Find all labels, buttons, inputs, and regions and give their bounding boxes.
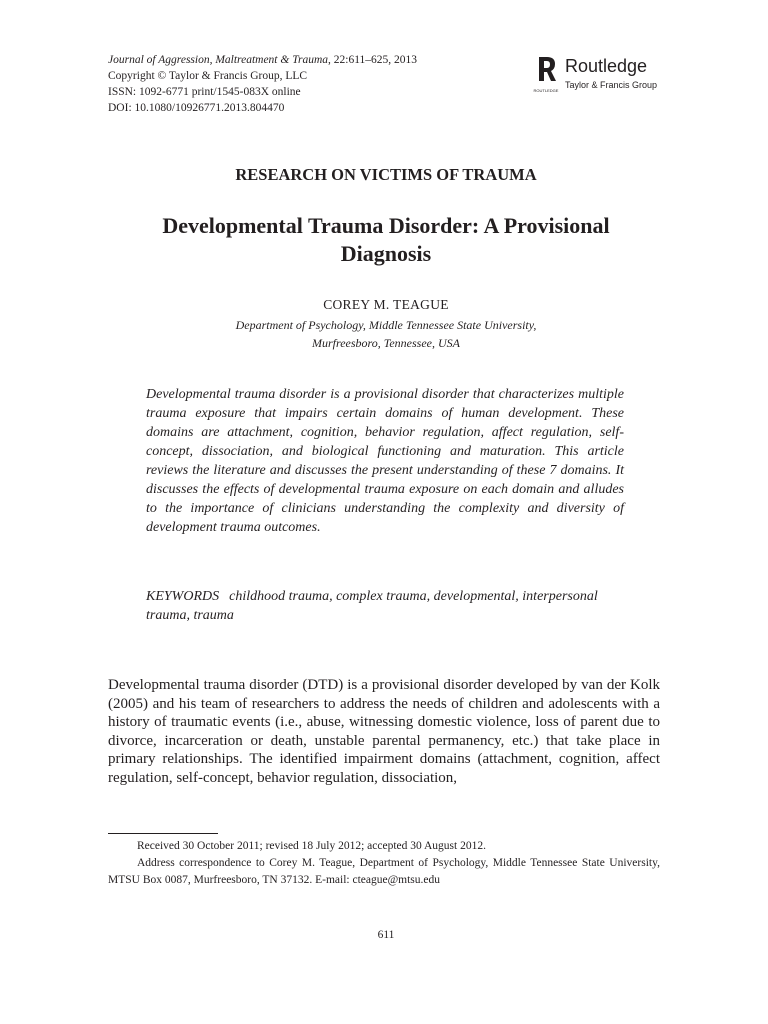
issn-line: ISSN: 1092-6771 print/1545-083X online (108, 86, 301, 98)
keywords (146, 587, 624, 625)
publisher-logo (535, 54, 665, 96)
journal-title: Journal of Aggression, Maltreatment & Trauma (108, 54, 328, 66)
publisher-group: Taylor & Francis Group (565, 80, 658, 90)
article-title-line-1: Developmental Trauma Disorder: A Provisional (162, 213, 610, 238)
body-paragraph: Developmental trauma disorder (DTD) is a provisional disorder developed by van der Kolk (2005) and his team of researchers to address the needs of children and adolescents with a history of traumatic events (i.e., abuse, witnessing domestic violence, loss of parent due to divorce, incarceration or death, unstable parental permanency, etc.) that take place in primary relationships. The identified impairment domains (attachment, cognition, affect regulation, self-concept, behavior regulation, dissociation, (108, 677, 660, 786)
footnote-correspondence: Address correspondence to Corey M. Teague, Department of Psychology, Middle Tennessee State University, MTSU Box 0087, Murfreesboro, TN 37132. E-mail: cteague@mtsu.edu (108, 857, 660, 886)
affiliation-line-1: Department of Psychology, Middle Tennessee State University, (235, 318, 537, 332)
journal-citation (108, 52, 417, 68)
article-title-line-2: Diagnosis (340, 241, 432, 266)
affiliation-line-2: Murfreesboro, Tennessee, USA (312, 336, 460, 350)
author-name: COREY M. TEAGUE (323, 297, 449, 312)
page-number: 611 (377, 929, 395, 941)
footnote-received: Received 30 October 2011; revised 18 July 2012; accepted 30 August 2012. (137, 840, 486, 852)
keywords-label: KEYWORDS (146, 589, 220, 604)
doi-line: DOI: 10.1080/10926771.2013.804470 (108, 102, 285, 114)
abstract: Developmental trauma disorder is a provisional disorder that characterizes multiple trauma exposure that impairs certain domains of human development. These domains are attachment, cognition, behavior regulation, affect regulation, self-concept, dissociation, and biological functioning and maturation. This article reviews the literature and discusses the present understanding of these 7 domains. It discusses the effects of developmental trauma exposure on each domain and alludes to the importance of clinicians understanding the complexity and diversity of development trauma outcomes. (146, 387, 624, 535)
journal-metadata (108, 52, 417, 116)
routledge-logo-icon (535, 54, 557, 94)
keywords-text: childhood trauma, complex trauma, developmental, interpersonal trauma, trauma (146, 589, 598, 623)
author-affiliation (108, 316, 664, 352)
article-title (108, 212, 664, 268)
journal-volume-pages: , 22:611–625, 2013 (328, 54, 418, 66)
routledge-vertical-mark: ROUTLEDGE (533, 88, 559, 93)
footnote-divider (108, 833, 218, 834)
publisher-name: Routledge (565, 56, 648, 76)
copyright-line: Copyright © Taylor & Francis Group, LLC (108, 70, 308, 82)
section-heading: RESEARCH ON VICTIMS OF TRAUMA (235, 165, 537, 184)
